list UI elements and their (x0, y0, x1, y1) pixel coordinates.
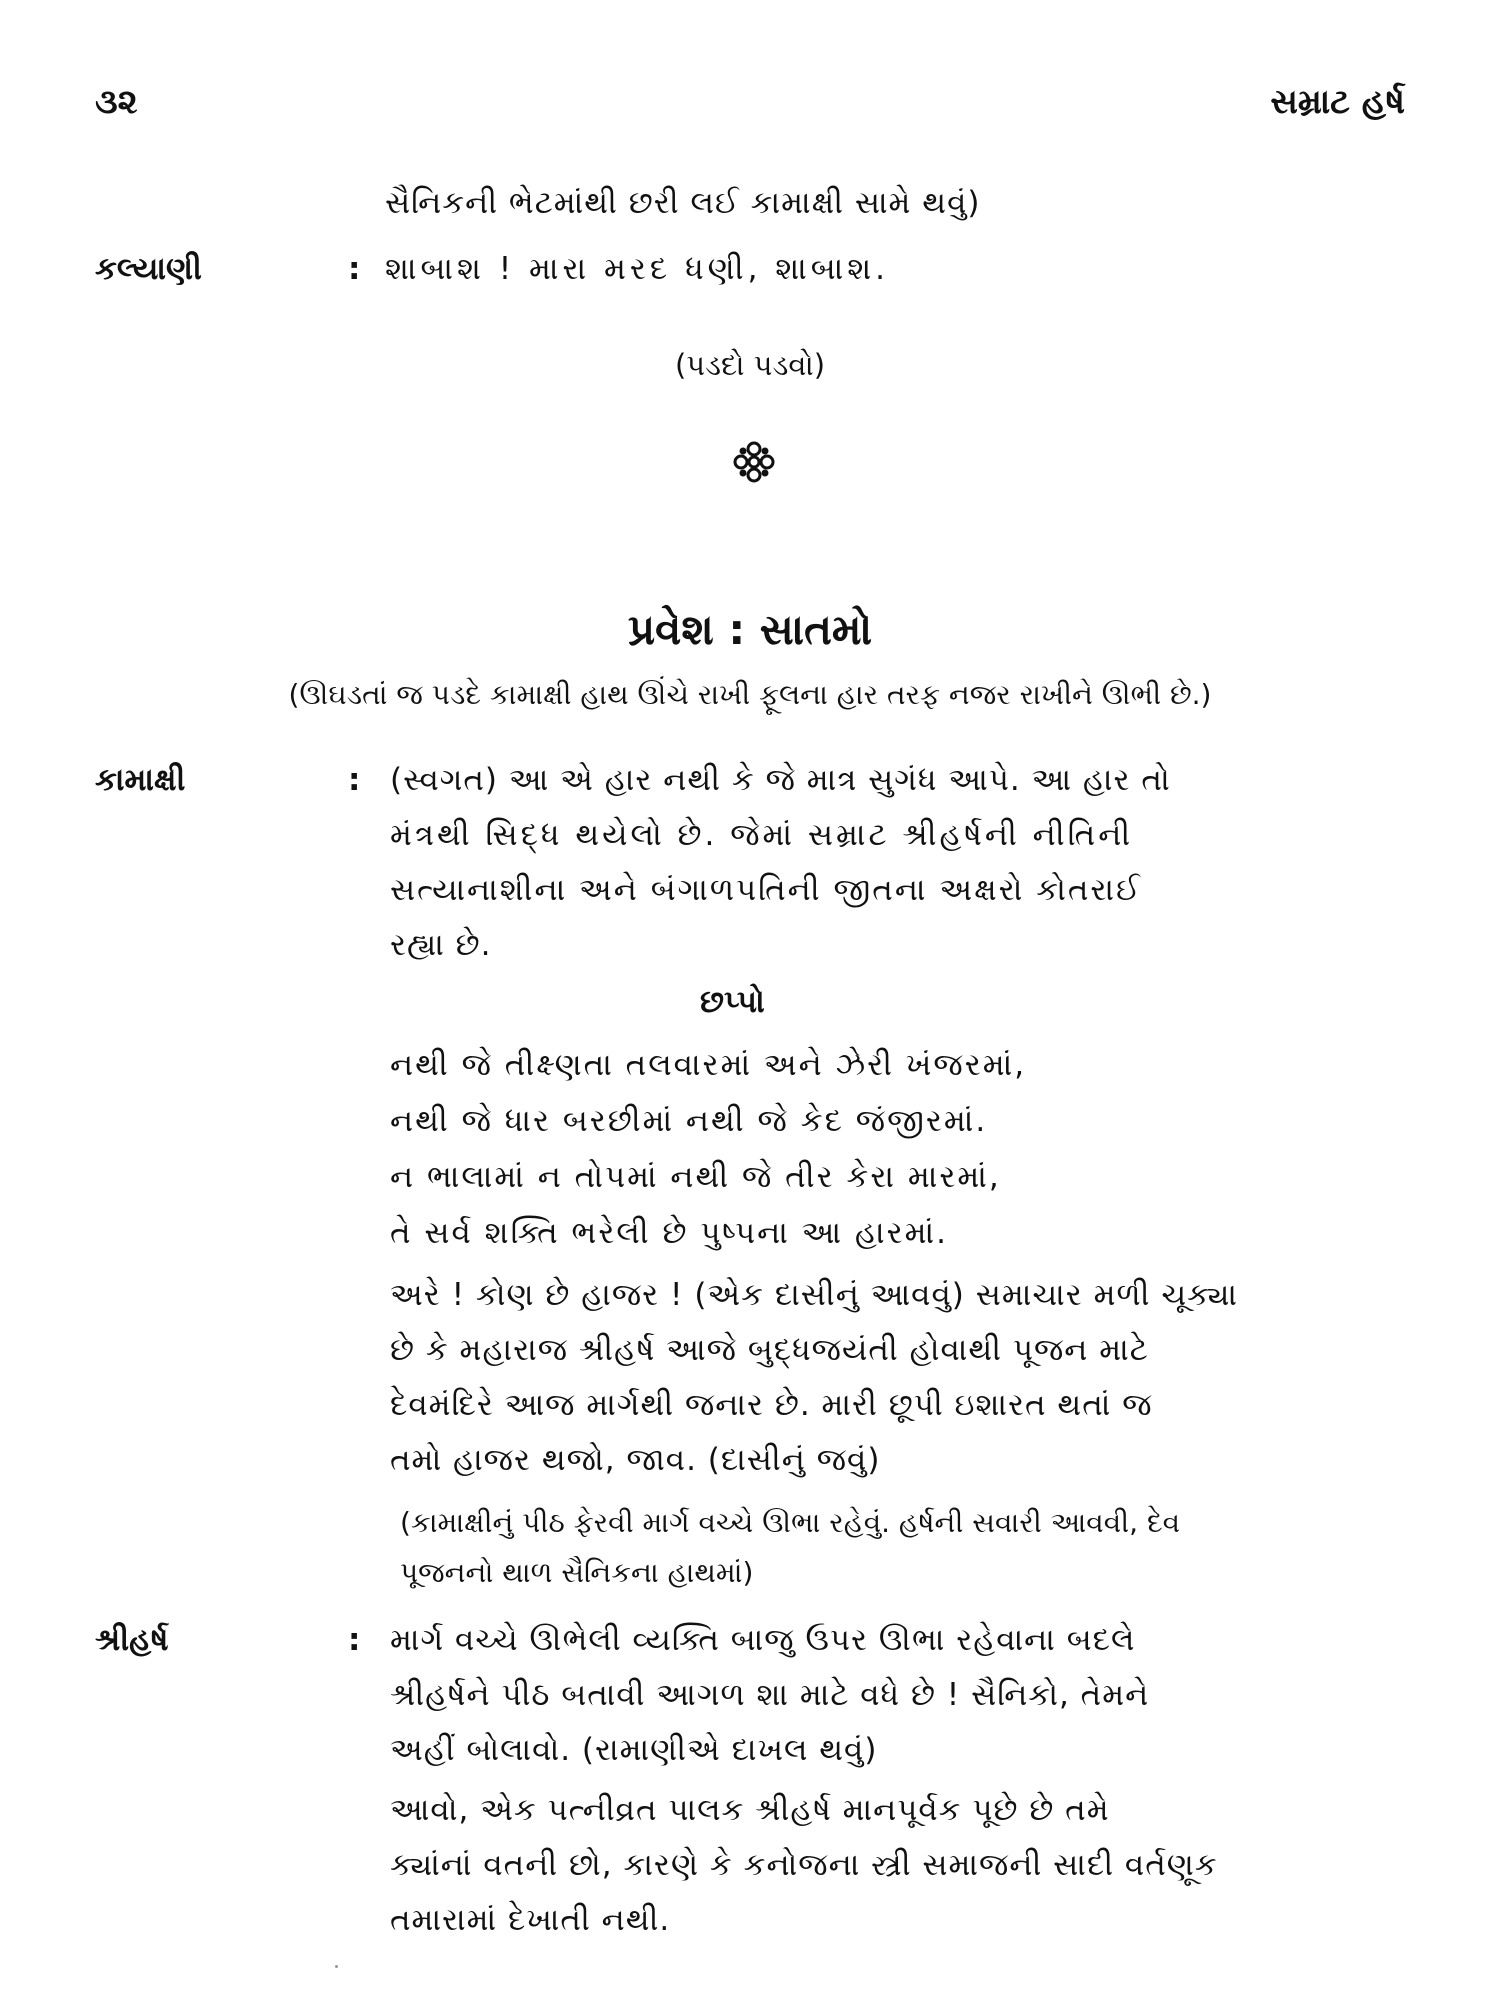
speaker-colon: : (348, 1622, 361, 1658)
page-number: ૩૨ (95, 82, 138, 122)
dialogue-line: આવો, એક પત્નીવ્રત પાલક શ્રીહર્ષ માનપૂર્વક પૂછે છે તમે (390, 1792, 1110, 1828)
dialogue-line: શ્રીહર્ષને પીઠ બતાવી આગળ શા માટે વધે છે ! સૈનિકો, તેમને (390, 1677, 1150, 1713)
dialogue-line: અરે ! કોણ છે હાજર ! (એક દાસીનું આવવું) સમાચાર મળી ચૂક્યા (390, 1277, 1238, 1313)
dialogue-line: માર્ગ વચ્ચે ઊભેલી વ્યક્તિ બાજુ ઉપર ઊભા રહેવાના બદલે (390, 1622, 1136, 1658)
speaker-colon: : (348, 762, 361, 798)
dialogue-line: સત્યાનાશીના અને બંગાળપતિની જીતના અક્ષરો કોતરાઈ (390, 872, 1142, 908)
speaker-shriharsh: શ્રીહર્ષ (95, 1622, 169, 1658)
stage-direction-line: (કામાક્ષીનું પીઠ ફેરવી માર્ગ વચ્ચે ઊભા રહેવું. હર્ષની સવારી આવવી, દેવ (400, 1506, 1181, 1539)
dialogue-line: શાબાશ ! મારા મરદ ધણી, શાબાશ. (385, 251, 890, 287)
verse-line: ન ભાલામાં ન તોપમાં નથી જે તીર કેરા મારમાં, (390, 1159, 1001, 1195)
verse-title: છપ્પો (700, 984, 765, 1020)
speaker-kalyani: કલ્યાણી (95, 251, 202, 287)
dialogue-line: (સ્વગત) આ એ હાર નથી કે જે માત્ર સુગંધ આપે. આ હાર તો (390, 762, 1171, 798)
dialogue-line: મંત્રથી સિદ્ધ થયેલો છે. જેમાં સમ્રાટ શ્રીહર્ષની નીતિની (390, 817, 1134, 853)
flower-ornament-icon (732, 440, 776, 484)
verse-line: નથી જે ધાર બરછીમાં નથી જે કેદ જંજીરમાં. (390, 1103, 988, 1139)
running-title: સમ્રાટ હર્ષ (1270, 82, 1405, 122)
speaker-colon: : (348, 251, 361, 287)
verse-line: તે સર્વ શક્તિ ભરેલી છે પુષ્પના આ હારમાં. (390, 1215, 948, 1251)
dialogue-line: રહ્યા છે. (390, 927, 492, 963)
curtain-direction: (પડદો પડવો) (674, 348, 826, 382)
page-header (95, 82, 1405, 132)
stage-direction-line: પૂજનનો થાળ સૈનિકના હાથમાં) (400, 1556, 754, 1589)
scene-title: પ્રવેશ : સાતમો (627, 605, 873, 654)
scan-speck (335, 1965, 338, 1968)
dialogue-line: ક્યાંનાં વતની છો, કારણે કે કનોજના સ્ત્રી સમાજની સાદી વર્તણૂક (390, 1847, 1218, 1883)
dialogue-line: તમો હાજર થજો, જાવ. (દાસીનું જવું) (390, 1442, 881, 1478)
dialogue-line: છે કે મહારાજ શ્રીહર્ષ આજે બુદ્ધજયંતી હોવાથી પૂજન માટે (390, 1332, 1149, 1368)
dialogue-line: દેવમંદિરે આજ માર્ગથી જનાર છે. મારી છૂપી ઇશારત થતાં જ (390, 1387, 1153, 1423)
dialogue-line: અહીં બોલાવો. (રામાણીએ દાખલ થવું) (390, 1732, 878, 1768)
dialogue-line: તમારામાં દેખાતી નથી. (390, 1902, 671, 1938)
speaker-kamakshi: કામાક્ષી (95, 762, 186, 798)
verse-line: નથી જે તીક્ષ્ણતા તલવારમાં અને ઝેરી ખંજરમાં, (390, 1047, 1027, 1083)
continuation-stage-direction: સૈનિકની ભેટમાંથી છરી લઈ કામાક્ષી સામે થવું) (385, 185, 981, 221)
scene-intro-direction: (ઊઘડતાં જ પડદે કામાક્ષી હાથ ઊંચે રાખી ફૂલના હાર તરફ નજર રાખીને ઊભી છે.) (288, 678, 1212, 711)
